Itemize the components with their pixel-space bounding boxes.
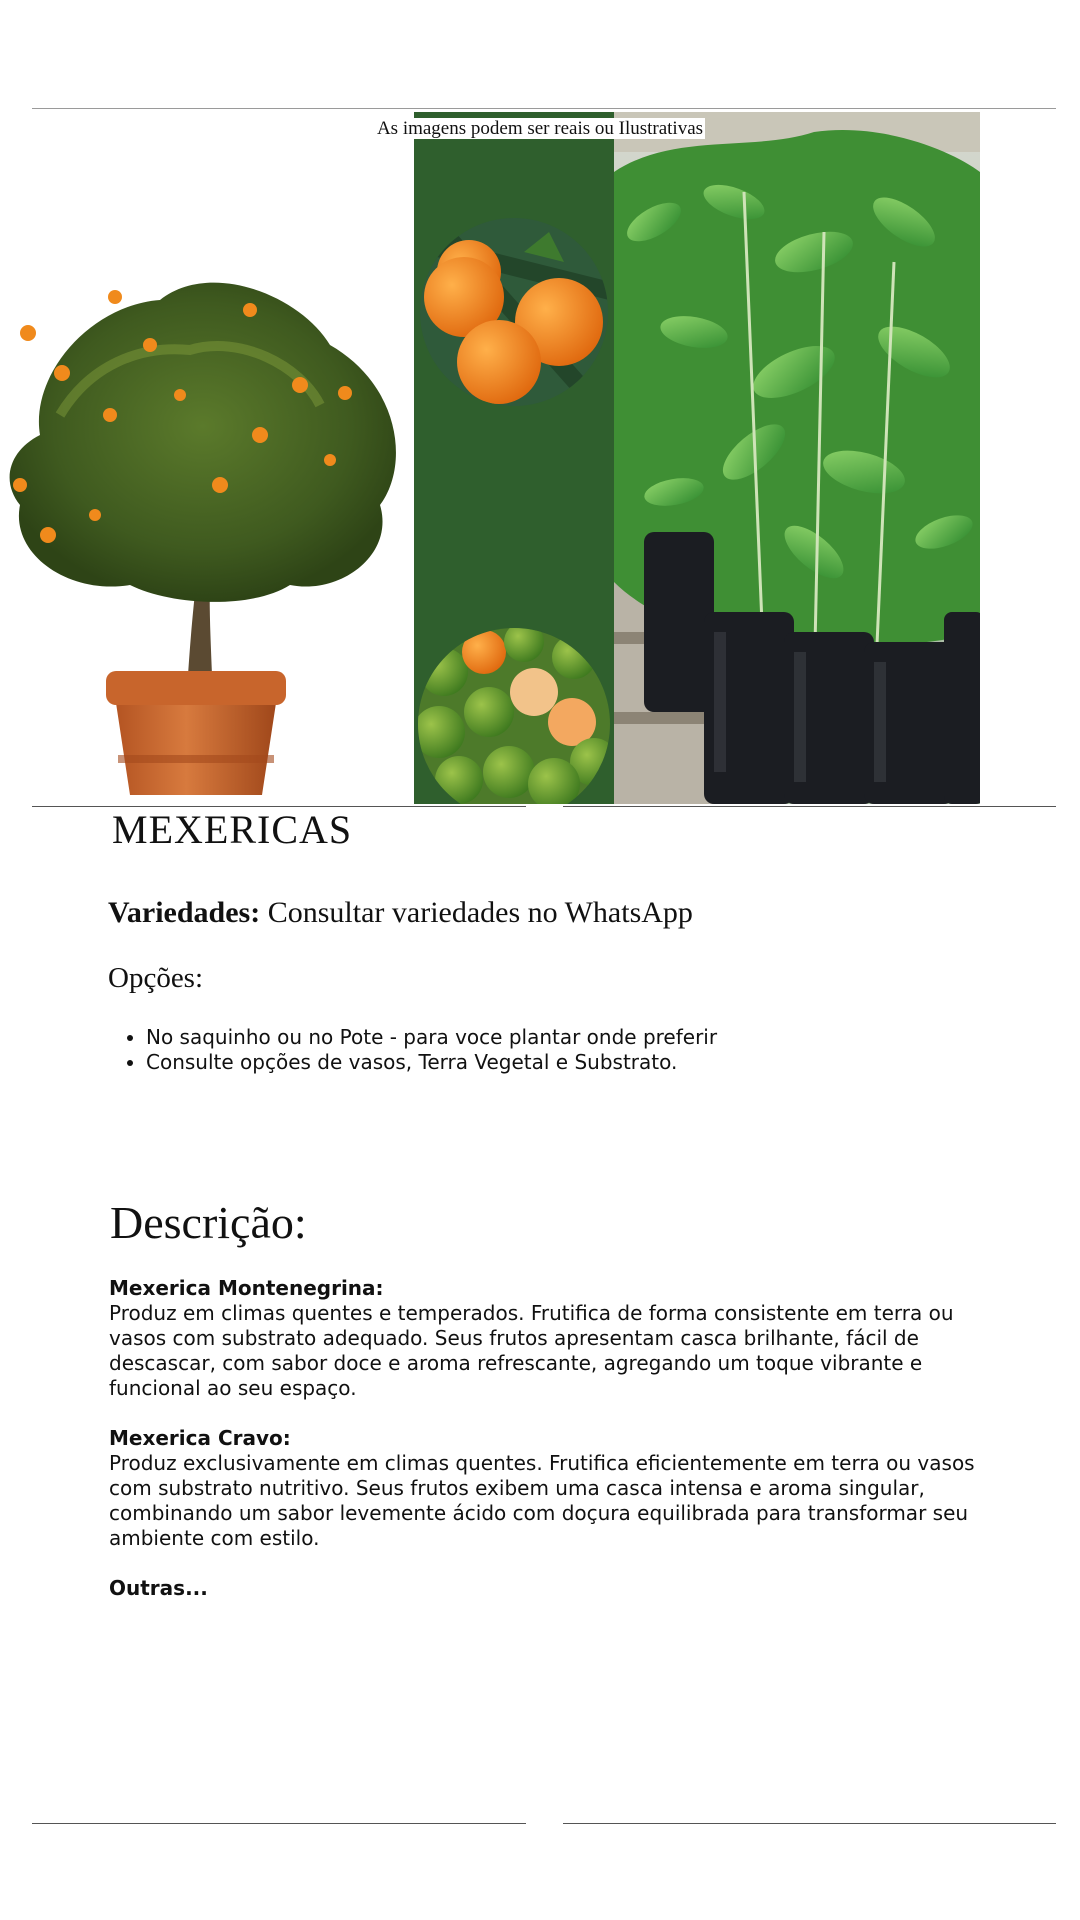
image-bottom-rule-right [563,806,1056,807]
opcoes-list [108,1025,717,1075]
description-title: Descrição: [110,1197,307,1248]
top-rule [32,108,1056,109]
variety-name: Mexerica Montenegrina: [109,1276,384,1300]
potted-tree-image [0,255,412,800]
mandarin-cluster-image [414,212,614,412]
peeled-mandarins-image [414,622,614,804]
green-fruit-panel [414,112,614,804]
variety-name: Mexerica Cravo: [109,1426,291,1450]
variety-text: Produz em climas quentes e temperados. Frutifica de forma consistente em terra ou vasos com substrato adequado. Seus frutos apresentam casca brilhante, fácil de descascar, com sabor doce e aroma refrescante, agregando um toque vibrante e funcional ao seu espaço. [109,1301,954,1400]
outras-label: Outras... [109,1576,208,1600]
description-body [109,1276,989,1601]
list-item: • Consulte opções de vasos, Terra Vegetal e Substrato. [146,1050,717,1075]
list-item: • No saquinho ou no Pote - para voce plantar onde preferir [146,1025,717,1050]
variedades-label: Variedades: [108,896,261,929]
opcoes-title: Opções: [108,962,204,994]
variedades-line [108,896,693,930]
product-title: MEXERICAS [112,807,353,852]
seedlings-nursery-image [614,112,980,804]
variedades-value: Consultar variedades no WhatsApp [260,896,693,929]
variety-text: Produz exclusivamente em climas quentes. Frutifica eficientemente em terra ou vasos com substrato nutritivo. Seus frutos exibem uma casca intensa e aroma singular, combinando um sabor levemente ácido com doçura equilibrada para transformar seu ambiente com estilo. [109,1451,975,1550]
footer-rule-right [563,1823,1056,1824]
image-disclaimer: As imagens podem ser reais ou Ilustrativas [376,118,704,139]
footer-rule-left [32,1823,526,1824]
